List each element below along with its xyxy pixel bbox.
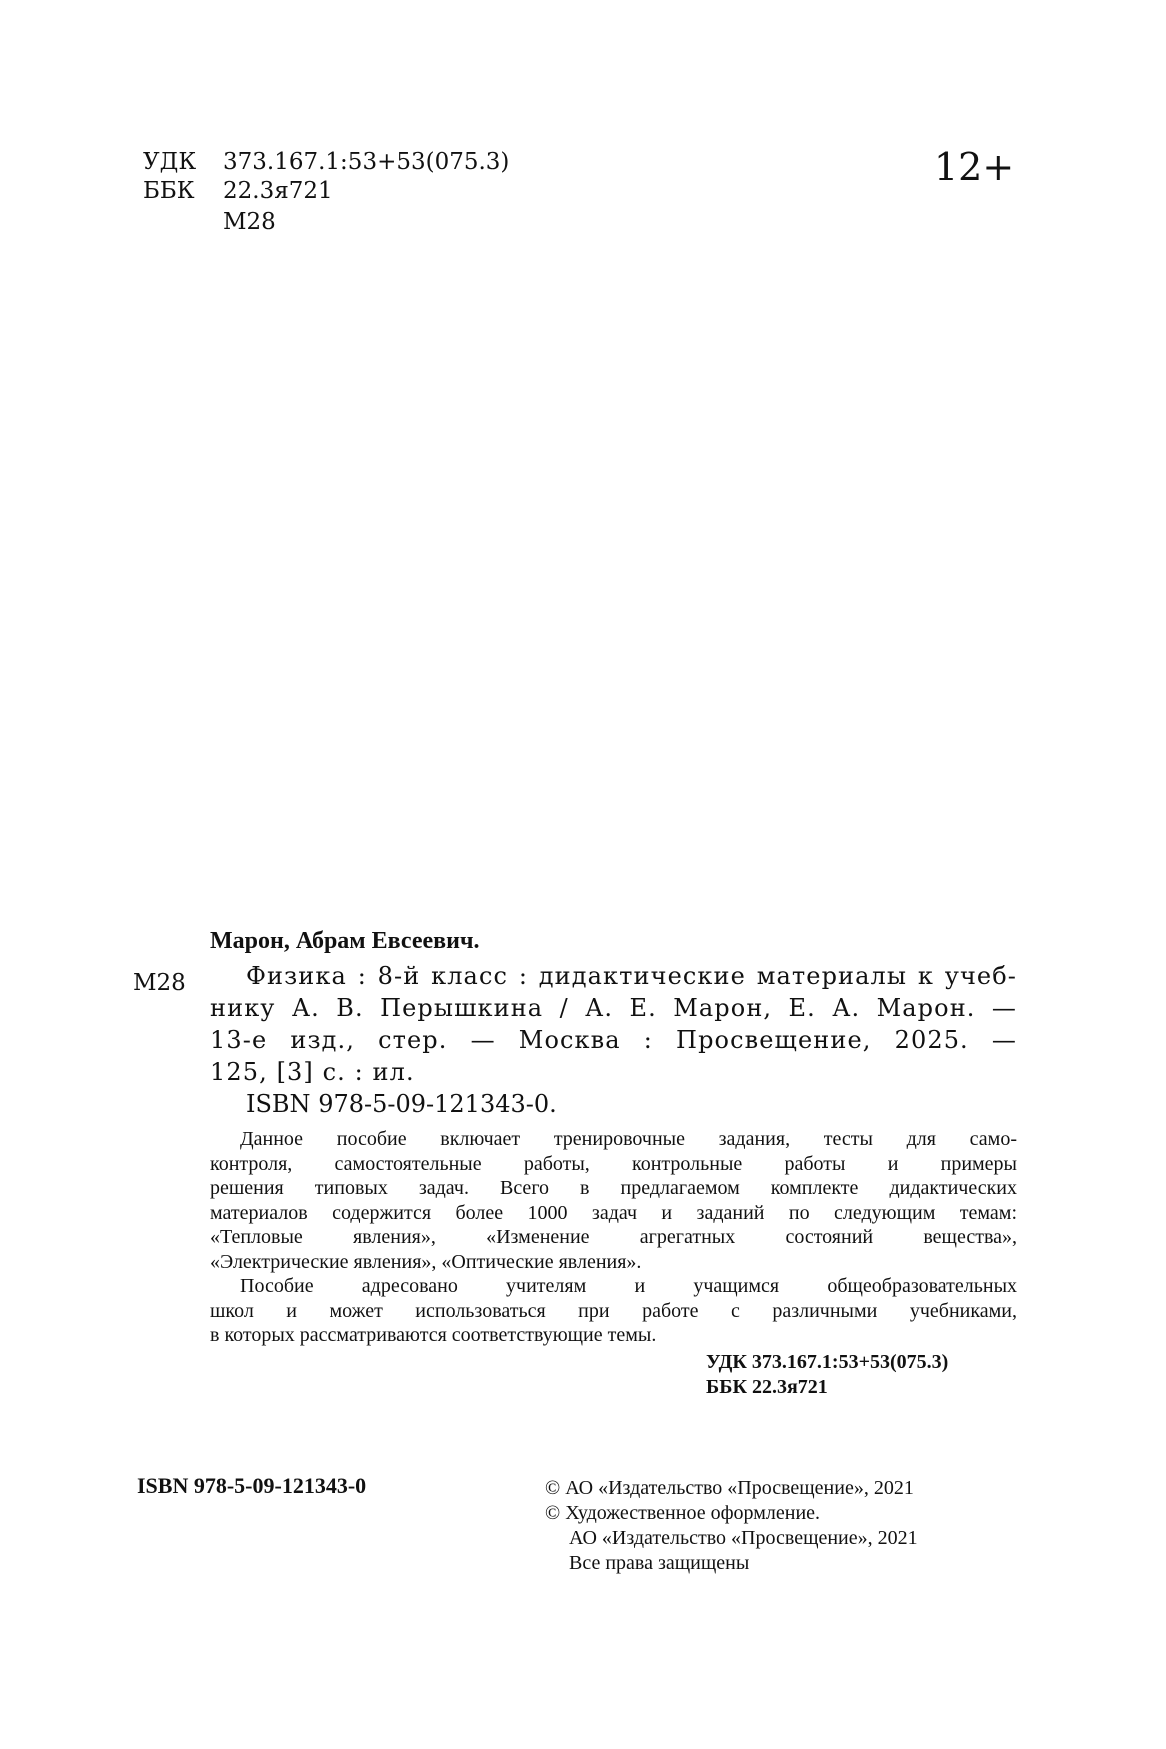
author-sign-top: М28	[223, 209, 276, 235]
copyright-line: © Художественное оформление.	[545, 1502, 821, 1524]
bibliographic-description	[210, 960, 1017, 1088]
copyright-line: АО «Издательство «Просвещение», 2021	[569, 1527, 918, 1549]
description-line: 125, [3] с. : ил.	[210, 1058, 415, 1086]
udk-bottom: УДК 373.167.1:53+53(075.3)	[706, 1351, 949, 1373]
udk-label: УДК	[143, 149, 197, 175]
bbk-row	[143, 177, 333, 206]
annotation-line: Данное пособие включает тренировочные задания, тесты для само-	[240, 1128, 1017, 1150]
description-line: Физика : 8-й класс : дидактические материалы к учеб-	[246, 962, 1017, 990]
annotation	[210, 1127, 1017, 1348]
annotation-line: Пособие адресовано учителям и учащимся общеобразовательных	[240, 1275, 1017, 1297]
annotation-line: контроля, самостоятельные работы, контрольные работы и примеры	[210, 1152, 1017, 1175]
udk-row	[143, 148, 509, 177]
annotation-line: в которых рассматриваются соответствующие темы.	[210, 1324, 657, 1346]
copyright-line: Все права защищены	[569, 1552, 750, 1574]
bbk-bottom: ББК 22.3я721	[706, 1376, 828, 1398]
age-rating: 12+	[934, 145, 1015, 189]
bbk-label: ББК	[143, 178, 195, 204]
isbn-footer: ISBN 978-5-09-121343-0	[137, 1473, 367, 1498]
description-line: 13-е изд., стер. — Москва : Просвещение, 2025. —	[210, 1026, 1017, 1054]
copyright-block	[545, 1476, 918, 1576]
annotation-line: «Электрические явления», «Оптические явления».	[210, 1250, 642, 1273]
annotation-line: «Тепловые явления», «Изменение агрегатных состояний вещества»,	[210, 1226, 1017, 1248]
bbk-value: 22.3я721	[223, 178, 333, 204]
copyright-line: © АО «Издательство «Просвещение», 2021	[545, 1477, 914, 1499]
annotation-line: школ и может использоваться при работе с различными учебниками,	[210, 1299, 1017, 1322]
author-sign-card: М28	[133, 970, 186, 996]
classification-codes-bottom	[706, 1350, 948, 1400]
isbn-card: ISBN 978-5-09-121343-0.	[246, 1090, 557, 1118]
annotation-line: решения типовых задач. Всего в предлагаемом комплекте дидактических	[210, 1177, 1017, 1199]
author-heading: Марон, Абрам Евсеевич.	[210, 928, 480, 954]
annotation-line: материалов содержится более 1000 задач и заданий по следующим темам:	[210, 1201, 1017, 1224]
description-line: нику А. В. Перышкина / А. Е. Марон, Е. А. Марон. —	[210, 994, 1017, 1022]
udk-value: 373.167.1:53+53(075.3)	[223, 149, 510, 175]
